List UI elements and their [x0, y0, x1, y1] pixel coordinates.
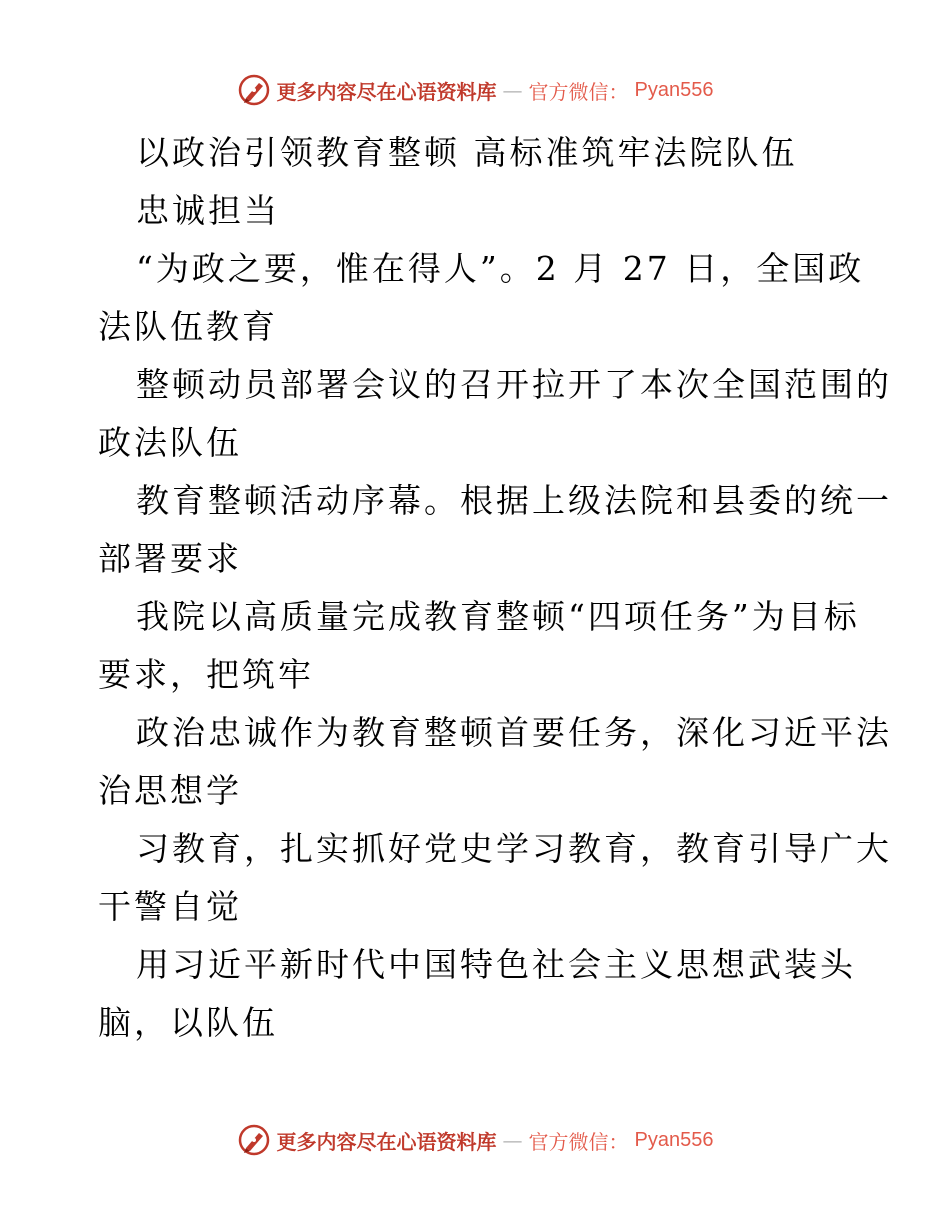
header-site-text: 更多内容尽在心语资料库 — [276, 79, 497, 104]
paragraph-line: 整顿动员部署会议的召开拉开了本次全国范围的 — [136, 365, 892, 404]
paragraph-line: 脑，以队伍 — [98, 1003, 278, 1042]
paragraph-line: 政治忠诚作为教育整顿首要任务，深化习近平法 — [136, 713, 892, 752]
footer-wechat-id: Pyan556 — [634, 1128, 714, 1151]
header-banner — [0, 70, 950, 110]
footer-wechat-label: 官方微信： — [528, 1129, 629, 1154]
paragraph-line: 用习近平新时代中国特色社会主义思想武装头 — [136, 945, 856, 984]
paragraph-line: 政法队伍 — [98, 423, 242, 462]
header-wechat-id: Pyan556 — [634, 78, 714, 101]
pen-logo-icon — [237, 1123, 271, 1157]
header-separator: — — [502, 78, 523, 102]
footer-banner — [0, 1120, 950, 1160]
title-line-2: 忠诚担当 — [136, 191, 280, 230]
document-body — [98, 124, 892, 1052]
footer-separator: — — [502, 1128, 523, 1152]
paragraph-line: 教育整顿活动序幕。根据上级法院和县委的统一 — [136, 481, 892, 520]
footer-site-text: 更多内容尽在心语资料库 — [276, 1129, 497, 1154]
paragraph-line: 治思想学 — [98, 771, 242, 810]
header-wechat-label: 官方微信： — [528, 79, 629, 104]
paragraph-line: 法队伍教育 — [98, 307, 278, 346]
paragraph-line: 我院以高质量完成教育整顿“四项任务”为目标 — [136, 597, 860, 636]
paragraph-line: 部署要求 — [98, 539, 242, 578]
pen-logo-icon — [237, 73, 271, 107]
paragraph-line: “为政之要，惟在得人”。2 月 27 日，全国政 — [136, 249, 865, 288]
title-line-1: 以政治引领教育整顿 高标准筑牢法院队伍 — [136, 133, 798, 172]
paragraph-line: 要求，把筑牢 — [98, 655, 314, 694]
paragraph-line: 习教育，扎实抓好党史学习教育，教育引导广大 — [136, 829, 892, 868]
paragraph-line: 干警自觉 — [98, 887, 242, 926]
